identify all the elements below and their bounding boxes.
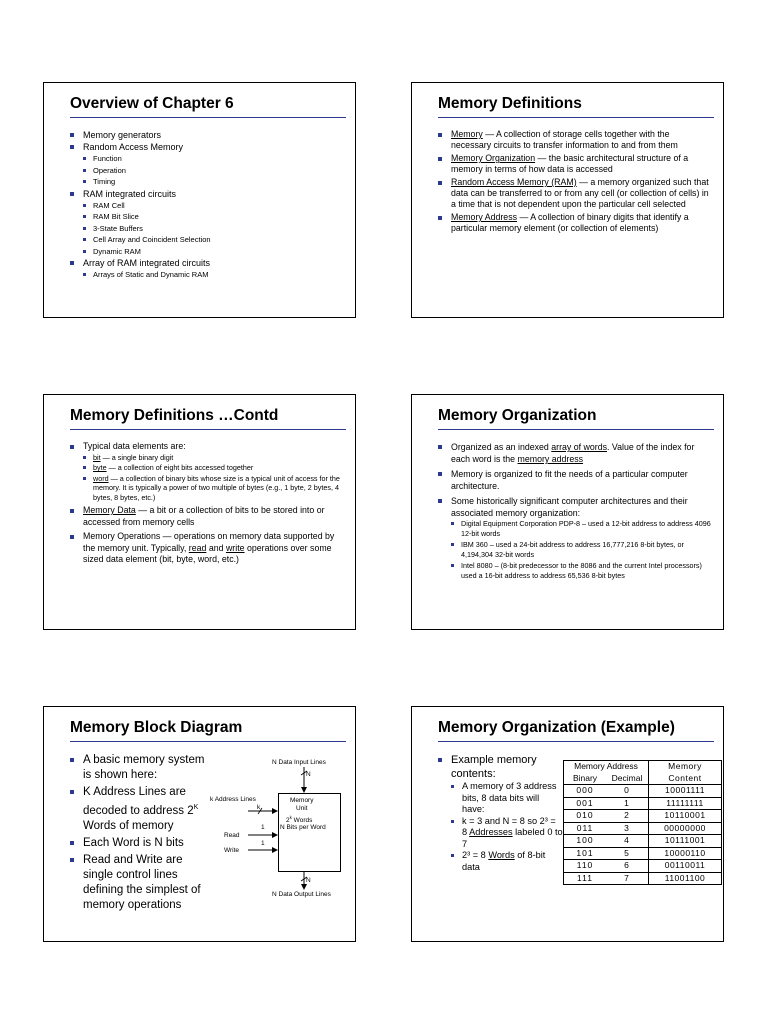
binary-address-cell: 000 (564, 785, 607, 798)
definition-item (70, 505, 343, 528)
title-divider (438, 117, 714, 118)
definition-item (438, 177, 711, 210)
read-label: Read (224, 832, 240, 839)
bullet-text: k = 3 and N = 8 so 2³ = 8 (462, 815, 556, 837)
content-cell: 10110001 (649, 810, 722, 823)
bullet-item (438, 495, 711, 581)
underlined-term: Addresses (469, 827, 513, 837)
content-header: Content (649, 773, 722, 785)
definition-item (438, 129, 711, 151)
definition-term: Memory (451, 129, 483, 139)
sub-bullet-item: IBM 360 – used a 24-bit address to address 16,777,216 8-bit bytes, or 4,194,304 32-bit words (451, 540, 711, 560)
slide-title: Memory Definitions …Contd (70, 407, 279, 424)
decimal-header: Decimal (606, 773, 649, 785)
table-row (564, 797, 722, 810)
bullet-item (438, 753, 563, 873)
data-output-label: N Data Output Lines (272, 891, 331, 898)
bullet-text: Array of RAM integrated circuits (83, 258, 211, 268)
address-arrow (248, 808, 277, 814)
sub-bullet-item (451, 850, 563, 873)
sub-bullet-item (451, 816, 563, 851)
bullet-text: Organized as an indexed (451, 442, 552, 452)
definition-term: Random Access Memory (RAM) (451, 177, 577, 187)
memory-header: Memory (649, 761, 722, 773)
binary-address-cell: 110 (564, 860, 607, 873)
bullet-list (438, 441, 711, 581)
bullet-text: Random Access Memory (83, 142, 184, 152)
bullet-text: Example memory contents: (451, 754, 537, 780)
title-divider (438, 429, 714, 430)
decimal-address-cell: 7 (606, 872, 649, 885)
bullet-text: . Value of the index for each word is the (451, 442, 695, 464)
bullet-item: Read and Write are single control lines defining the simplest of memory operations (70, 853, 210, 913)
binary-address-cell: 111 (564, 872, 607, 885)
slide-title: Memory Block Diagram (70, 719, 243, 736)
binary-address-cell: 001 (564, 797, 607, 810)
sub-bullet-item: RAM Cell (83, 200, 343, 212)
slide-memory-block-diagram (43, 706, 356, 942)
slide-memory-organization-example (411, 706, 724, 942)
table-row (564, 847, 722, 860)
input-width-label: N (306, 771, 311, 778)
bullet-item (70, 188, 343, 258)
decimal-address-cell: 5 (606, 847, 649, 860)
sub-bullet-item: Timing (83, 176, 343, 188)
bullet-item (70, 441, 343, 502)
decimal-address-cell: 1 (606, 797, 649, 810)
sub-bullet-item: Cell Array and Coincident Selection (83, 234, 343, 246)
definition-item (70, 531, 343, 566)
table-row (564, 785, 722, 798)
output-width-label: N (306, 877, 311, 884)
read-term: read (188, 542, 207, 553)
definition-text: — A collection of binary digits that identify a particular memory element (or collection of elements) (451, 212, 689, 233)
words-exponent: k (289, 815, 292, 820)
slide-memory-definitions-contd (43, 394, 356, 630)
title-divider (70, 429, 346, 430)
title-divider (70, 741, 346, 742)
address-width-label: k (257, 804, 261, 811)
bullet-list (438, 129, 711, 234)
sub-bullet-item: Intel 8080 – (8-bit predecessor to the 8086 and the current Intel processors) used a 16-bit address to address 65,536 8-bit bytes (451, 561, 711, 581)
definition-text: and (206, 542, 226, 553)
sub-bullet-item: Digital Equipment Corporation PDP-8 – used a 12-bit address to address 4096 12-bit words (451, 519, 711, 539)
bullet-item (438, 441, 711, 465)
table-row (564, 822, 722, 835)
content-cell: 10000110 (649, 847, 722, 860)
content-cell: 10001111 (649, 785, 722, 798)
slide-memory-definitions (411, 82, 724, 318)
definition-text: — A collection of storage cells together with the necessary circuits to transfer information to and from them (451, 129, 678, 150)
bullet-text: Words of memory (83, 819, 174, 832)
table-row (564, 810, 722, 823)
title-divider (438, 741, 714, 742)
definition-text: — a collection of binary bits whose size is a typical unit of access for the memory. It is typically a power of two multiple of bytes (e.g., 1 byte, 2 bytes, 4 bytes, 8 bytes, etc.) (93, 473, 340, 502)
bullet-list (438, 753, 563, 873)
table-header-row (564, 773, 722, 785)
bullet-list (70, 441, 343, 566)
definition-text: — a bit or a collection of bits to be stored into or accessed from memory cells (83, 505, 325, 527)
bullet-text: RAM integrated circuits (83, 188, 177, 199)
bullet-item (70, 141, 343, 188)
slide-title: Memory Organization (438, 407, 597, 424)
definition-text: Memory Operations — operations on memory data supported by the memory unit. Typically, (83, 531, 335, 553)
bullet-text: K Address Lines are decoded to address 2 (83, 786, 194, 817)
bullet-item: Memory is organized to fit the needs of a particular computer architecture. (438, 468, 711, 492)
bits-per-word-label: N Bits per Word (280, 824, 326, 831)
definition-term: word (93, 473, 109, 483)
read-width-label: 1 (261, 824, 265, 831)
sub-bullet-item: A memory of 3 address bits, 8 data bits will have: (451, 781, 563, 816)
write-term: write (225, 542, 245, 553)
sub-bullet-item: Function (83, 153, 343, 165)
decimal-address-cell: 6 (606, 860, 649, 873)
bullet-text: of 8-bit data (462, 850, 546, 872)
memory-contents-table (563, 760, 722, 885)
memory-address-header: Memory Address (564, 761, 649, 773)
data-input-label: N Data Input Lines (272, 759, 326, 766)
binary-address-cell: 010 (564, 810, 607, 823)
content-cell: 00000000 (649, 822, 722, 835)
content-cell: 00110011 (649, 860, 722, 873)
title-divider (70, 117, 346, 118)
data-input-arrow (301, 767, 307, 792)
diagram-arrows (214, 751, 354, 911)
binary-address-cell: 011 (564, 822, 607, 835)
definition-term: byte (93, 463, 107, 472)
bullet-item (70, 257, 343, 281)
write-width-label: 1 (261, 840, 265, 847)
address-lines-label: k Address Lines (210, 796, 256, 803)
underlined-term: Words (488, 850, 515, 860)
bullet-text: Some historically significant computer architectures and their associated memory organization: (451, 496, 688, 518)
content-cell: 11111111 (649, 797, 722, 810)
binary-address-cell: 100 (564, 835, 607, 848)
superscript: K (193, 804, 199, 811)
content-cell: 10111001 (649, 835, 722, 848)
bullet-list (70, 129, 343, 281)
bullet-text: labeled 0 to 7 (462, 827, 563, 849)
table-header-row (564, 761, 722, 773)
decimal-address-cell: 3 (606, 822, 649, 835)
bullet-item: A basic memory system is shown here: (70, 753, 210, 783)
words-base: 2 (286, 817, 290, 825)
underlined-term: array of words (551, 442, 607, 452)
definition-term: bit (93, 452, 101, 462)
write-label: Write (224, 847, 240, 854)
definition-text: — the basic architectural structure of a memory in terms of how data is accessed (451, 153, 689, 174)
decimal-address-cell: 2 (606, 810, 649, 823)
words-text: Words (291, 817, 313, 825)
binary-header: Binary (564, 773, 607, 785)
definition-text: — a memory organized such that data can be transferred to or from any cell (or collection of cells) in a time that is not dependent upon the particular cell selected (451, 177, 709, 209)
sub-bullet-item: RAM Bit Slice (83, 211, 343, 223)
table-row (564, 860, 722, 873)
binary-address-cell: 101 (564, 847, 607, 860)
sub-bullet-item: Dynamic RAM (83, 246, 343, 258)
decimal-address-cell: 0 (606, 785, 649, 798)
memory-unit-label: Unit (296, 805, 308, 812)
slide-overview-of-chapter-6 (43, 82, 356, 318)
data-output-arrow (301, 872, 307, 889)
sub-bullet-item (83, 453, 343, 463)
definition-item (438, 212, 711, 234)
table-row (564, 835, 722, 848)
definition-text: operations over some sized data element (bit, byte, word, etc.) (83, 542, 332, 564)
bullet-item: Memory generators (70, 129, 343, 141)
definition-text: — a collection of eight bits accessed together (106, 463, 254, 472)
definition-term: Memory Data (83, 505, 136, 515)
sub-bullet-item (83, 463, 343, 473)
content-cell: 11001100 (649, 872, 722, 885)
slide-memory-organization (411, 394, 724, 630)
sub-bullet-item (83, 474, 343, 503)
sub-bullet-item: Operation (83, 165, 343, 177)
decimal-address-cell: 4 (606, 835, 649, 848)
bullet-item (70, 785, 210, 834)
underlined-term: memory address (517, 454, 584, 464)
definition-text: — a single binary digit (100, 452, 174, 462)
bullet-text: Typical data elements are: (83, 441, 186, 451)
definition-item (438, 153, 711, 175)
slide-title: Memory Organization (Example) (438, 719, 675, 736)
definition-term: Memory Address (451, 212, 517, 222)
slide-title: Memory Definitions (438, 95, 582, 112)
memory-block-diagram (210, 751, 354, 911)
definition-term: Memory Organization (451, 153, 536, 163)
memory-unit-label: Memory (290, 797, 314, 804)
bullet-list (70, 753, 210, 913)
bullet-item: Each Word is N bits (70, 836, 210, 851)
sub-bullet-item: 3-State Buffers (83, 223, 343, 235)
table-row (564, 872, 722, 885)
sub-bullet-item: Arrays of Static and Dynamic RAM (83, 269, 343, 281)
bullet-text: 2³ = 8 (462, 850, 489, 860)
slide-title: Overview of Chapter 6 (70, 95, 234, 112)
